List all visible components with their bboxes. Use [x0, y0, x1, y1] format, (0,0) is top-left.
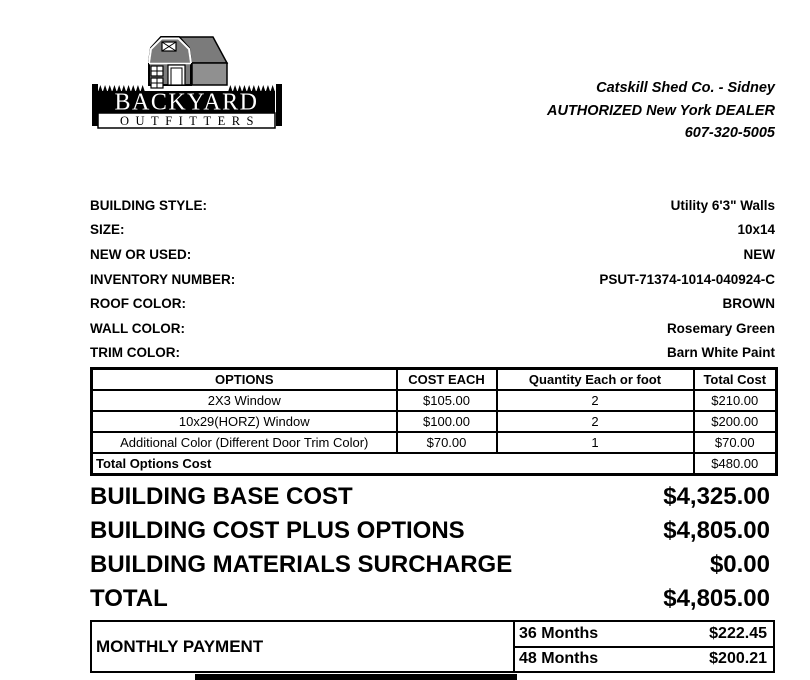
col-header-options: OPTIONS	[92, 369, 397, 391]
table-row	[92, 432, 777, 453]
summary-value: $4,805.00	[663, 517, 770, 544]
summary-row-materials-surcharge	[90, 548, 770, 582]
table-row	[92, 411, 777, 432]
options-header-row	[92, 369, 777, 391]
summary-row-total	[90, 582, 770, 616]
detail-value: Utility 6'3" Walls	[670, 197, 775, 213]
backyard-outfitters-logo	[86, 22, 288, 140]
detail-label: TRIM COLOR:	[90, 345, 180, 361]
detail-row-roof-color	[90, 291, 775, 316]
detail-row-size	[90, 218, 775, 243]
options-total-value: $480.00	[694, 453, 777, 475]
detail-value: BROWN	[722, 296, 775, 312]
payment-plan-row-48	[515, 648, 773, 672]
option-name: Additional Color (Different Door Trim Color)	[92, 432, 397, 453]
option-quantity: 2	[497, 411, 694, 432]
cost-summary	[90, 480, 770, 616]
dealer-name: Catskill Shed Co. - Sidney	[596, 80, 775, 96]
detail-value: 10x14	[737, 222, 775, 238]
table-row	[92, 390, 777, 411]
detail-value: NEW	[743, 246, 775, 262]
detail-label: SIZE:	[90, 222, 125, 238]
summary-row-base-cost	[90, 480, 770, 514]
detail-row-inventory-number	[90, 267, 775, 292]
plan-amount: $200.21	[709, 650, 767, 668]
cutoff-section-bar	[195, 674, 517, 680]
option-cost-each: $105.00	[397, 390, 497, 411]
detail-label: WALL COLOR:	[90, 320, 185, 336]
payment-plan-row-36	[515, 622, 773, 648]
option-cost-each: $100.00	[397, 411, 497, 432]
col-header-cost-each: COST EACH	[397, 369, 497, 391]
detail-label: BUILDING STYLE:	[90, 197, 207, 213]
options-total-label: Total Options Cost	[92, 453, 694, 475]
option-name: 2X3 Window	[92, 390, 397, 411]
dealer-info	[547, 77, 775, 145]
summary-row-cost-plus-options	[90, 514, 770, 548]
option-quantity: 2	[497, 390, 694, 411]
plan-amount: $222.45	[709, 624, 767, 642]
detail-row-building-style	[90, 193, 775, 218]
options-total-row	[92, 453, 777, 475]
detail-label: INVENTORY NUMBER:	[90, 271, 236, 287]
dealer-phone: 607-320-5005	[684, 125, 775, 141]
detail-row-trim-color	[90, 341, 775, 366]
summary-value: $0.00	[709, 551, 770, 578]
summary-label: BUILDING BASE COST	[90, 483, 353, 510]
summary-label: TOTAL	[90, 585, 168, 612]
monthly-payment-label: MONTHLY PAYMENT	[92, 622, 515, 671]
col-header-total-cost: Total Cost	[694, 369, 777, 391]
options-table	[90, 367, 778, 476]
dealer-authorized-line: AUTHORIZED New York DEALER	[547, 102, 775, 119]
detail-row-wall-color	[90, 316, 775, 341]
building-details	[90, 193, 775, 365]
detail-row-new-or-used	[90, 242, 775, 267]
detail-value: Rosemary Green	[666, 320, 775, 336]
option-total: $200.00	[694, 411, 777, 432]
option-quantity: 1	[497, 432, 694, 453]
option-total: $210.00	[694, 390, 777, 411]
option-cost-each: $70.00	[397, 432, 497, 453]
barn-icon	[149, 37, 227, 88]
monthly-payment-table	[90, 620, 775, 673]
detail-value: Barn White Paint	[666, 345, 775, 361]
summary-value: $4,805.00	[663, 585, 770, 612]
option-name: 10x29(HORZ) Window	[92, 411, 397, 432]
summary-value: $4,325.00	[663, 483, 770, 510]
summary-label: BUILDING MATERIALS SURCHARGE	[90, 551, 513, 578]
plan-term: 48 Months	[519, 650, 599, 668]
summary-label: BUILDING COST PLUS OPTIONS	[90, 517, 465, 544]
detail-label: NEW OR USED:	[90, 246, 192, 262]
col-header-quantity: Quantity Each or foot	[497, 369, 694, 391]
barn-logo-icon	[86, 22, 288, 140]
detail-label: ROOF COLOR:	[90, 296, 186, 312]
detail-value: PSUT-71374-1014-040924-C	[599, 271, 775, 287]
option-total: $70.00	[694, 432, 777, 453]
brand-name-bottom: OUTFITTERS	[120, 114, 260, 128]
plan-term: 36 Months	[519, 624, 599, 642]
monthly-payment-plans	[515, 622, 773, 671]
brand-name-top: BACKYARD	[114, 89, 259, 116]
